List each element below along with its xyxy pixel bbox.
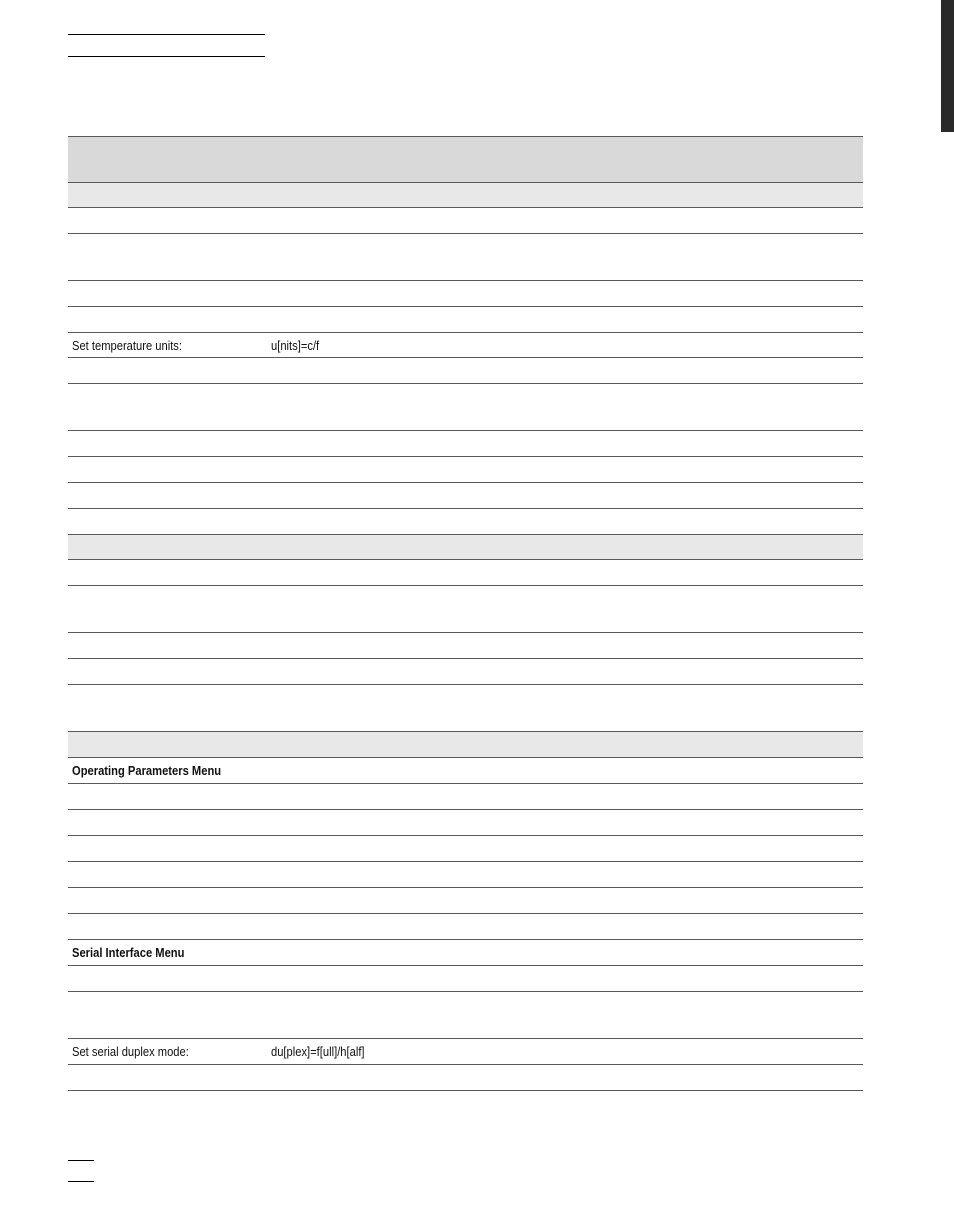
table-row [68,810,863,836]
table-row [68,234,863,281]
table-row [68,586,863,633]
table-row [68,659,863,685]
table-row [68,333,863,358]
table-row [68,483,863,509]
header-rule-top [68,34,265,35]
table-row [68,1039,863,1065]
table-row [68,685,863,732]
table-row [68,509,863,535]
table-row [68,914,863,940]
header-rule-bottom [68,56,265,57]
footer-rule-top [68,1160,94,1161]
table-row [68,836,863,862]
page-edge-tab [941,0,954,132]
row-label: Operating Parameters Menu [72,763,222,778]
table-row [68,1065,863,1091]
table-row [68,384,863,431]
table-row [68,535,863,560]
table-row [68,992,863,1039]
table-row [68,183,863,208]
table-row [68,281,863,307]
table-row [68,208,863,234]
table-row [68,307,863,333]
table-row [68,358,863,384]
row-syntax: u[nits]=c/f [271,338,320,353]
table-row [68,966,863,992]
row-label: Serial Interface Menu [72,945,185,960]
row-syntax: du[plex]=f[ull]/h[alf] [271,1044,365,1059]
table-row [68,457,863,483]
footer-rule-bottom [68,1181,94,1182]
table-row [68,888,863,914]
table-row [68,732,863,758]
table-row [68,784,863,810]
table-row [68,862,863,888]
table-row [68,431,863,457]
table-row [68,633,863,659]
row-label: Set temperature units: [72,338,182,353]
table-header-row [68,136,863,183]
row-label: Set serial duplex mode: [72,1044,189,1059]
command-table [68,136,863,1091]
table-row [68,560,863,586]
section-row [68,758,863,784]
section-row [68,940,863,966]
